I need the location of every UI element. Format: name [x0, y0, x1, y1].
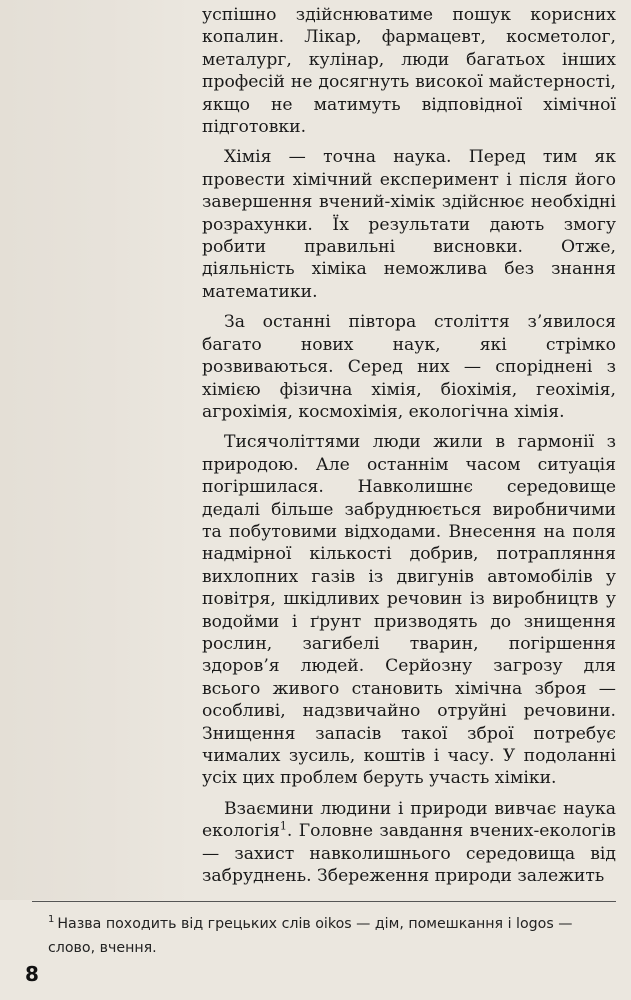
- ecology-text-before: Взаємини людини і природи вивчає наука екологія: [202, 798, 616, 842]
- paragraph-new-sciences: За останні півтора століття з’явилося багато нових наук, які стрімко розвиваються. Серед них — споріднені з хімією фізична хімія, біохімія, геохімія, агрохімія, космохімія, екологічна хімія.: [202, 312, 616, 422]
- main-text-column: [202, 4, 616, 895]
- paragraph-continued: успішно здійснюватиме пошук корисних копалин. Лікар, фармацевт, косметолог, металург, кулінар, люди багатьох інших професій не досягнуть високої майстерності, якщо не матимуть відповідної хімічної підготовки.: [202, 5, 616, 138]
- paragraph-ecology: [202, 798, 616, 888]
- page-number: 8: [25, 962, 39, 986]
- paragraph-environment: Тисячоліттями люди жили в гармонії з природою. Але останнім часом ситуація погіршилася. Навколишнє середовище дедалі більше забруднюється виробничими та побутовими відходами. Внесення на поля надмірної кількості добрив, потрапляння вихлопних газів із двигунів автомобілів у повітря, шкідливих речовин із виробництв у водойми і ґрунт призводять до знищення рослин, загибелі тварин, погіршення здоров’я людей. Серйозну загрозу для всього живого становить хімічна зброя — особливі, надзвичайно отруйні речовини. Знищення запасів такої зброї потребує чималих зусиль, коштів і часу. У подоланні усіх цих проблем беруть участь хіміки.: [202, 432, 616, 789]
- footnote: [48, 912, 618, 960]
- ecology-text-after: . Головне завдання вчених-екологів — захист навколишнього середовища від забруднень. Збереження природи залежить: [202, 821, 616, 887]
- left-margin-area: [0, 0, 190, 900]
- footnote-mark: 1: [48, 914, 55, 926]
- paragraph-chemistry-exact-science: Хімія — точна наука. Перед тим як провести хімічний експеримент і після його завершення вчений-хімік здійснює необхідні розрахунки. Їх результати дають змогу робити правильні висновки. Отже, діяльність хіміка неможлива без знання математики.: [202, 147, 616, 302]
- footnote-text: Назва походить від грецьких слів oikos — дім, помешкання і logos — слово, вчення.: [48, 916, 573, 956]
- footnote-divider: [32, 901, 616, 902]
- footnote-reference: 1: [279, 819, 287, 833]
